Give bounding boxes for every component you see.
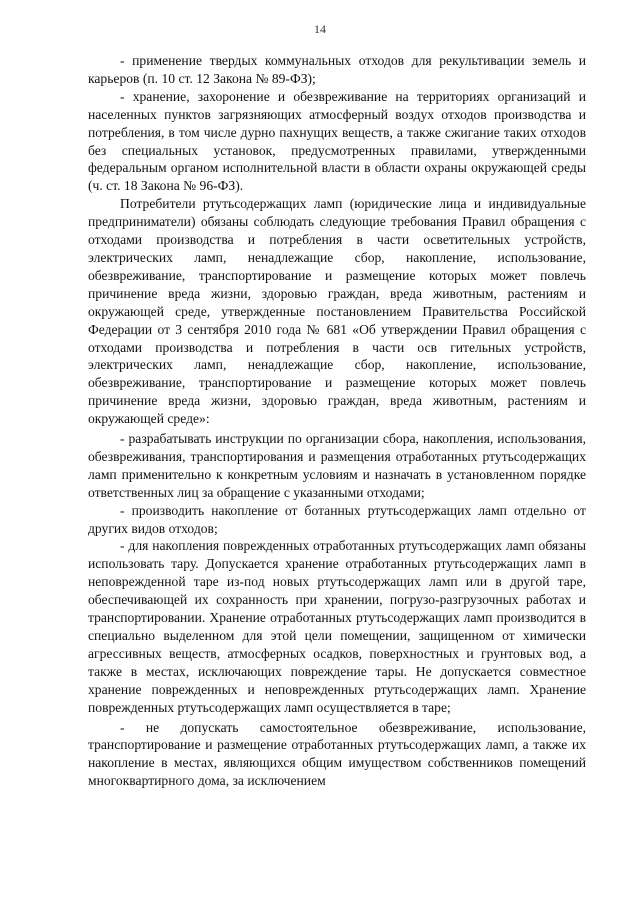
paragraph-separate-accumulation: - производить накопление от ботанных ртутьсодержащих ламп отдельно от других видов отходов; bbox=[88, 502, 586, 536]
paragraph-instructions: - разрабатывать инструкции по организации сбора, накопления, использования, обезвреживания, транспортирования и размещения отработанных ртутьсодержащих ламп применительно к конкретным условиям и назначать в установленном порядке ответственных лиц за обращение с указанными отходами; bbox=[88, 431, 586, 500]
paragraph-self-neutralization: - не допускать самостоятельное обезвреживание, использование, транспортирование и размещение отработанных ртутьсодержащих ламп, а также их накопление в местах, являющихся общим имуществом собственников помещений многоквартирного дома, за исключением bbox=[88, 719, 586, 789]
paragraph-storage-burial: - хранение, захоронение и обезвреживание на территориях организаций и населенных пунктов загрязняющих атмосферный воздух отходов производства и потребления, в том числе дурно пахнущих веществ, а также сжигание таких отходов без специальных установок, предусмотренных правилами, утвержденными федеральным органом исполнительной власти в области охраны окружающей среды (ч. ст. 18 Закона № 96-ФЗ). bbox=[88, 88, 586, 194]
document-body bbox=[88, 52, 586, 790]
paragraph-lamp-consumers: Потребители ртутьсодержащих ламп (юридические лица и индивидуальные предприниматели) обязаны соблюдать следующие требования Правил обращения с отходами производства и потребления в части осветительных устройств, электрических ламп, ненадлежащие сбор, накопление, использование, обезвреживание, транспортирование и размещение которых может повлечь причинение вреда жизни, здоровью граждан, вреда животным, растениям и окружающей среде, утвержденные постановлением Правительства Российской Федерации от 3 сентября 2010 года № 681 «Об утверждении Правил обращения с отходами производства и потребления в части осв гительных устройств, электрических ламп, ненадлежащие сбор, накопление, использование, обезвреживание, транспортирование и размещение которых может повлечь причинение вреда жизни, здоровью граждан, вреда животным, растениям и окружающей среде»: bbox=[88, 196, 586, 427]
paragraph-damaged-lamps: - для накопления поврежденных отработанных ртутьсодержащих ламп обязаны использовать тару. Допускается хранение отработанных ртутьсодержащих ламп в неповрежденной таре из-под новых ртутьсодержащих ламп или в другой таре, обеспечивающей их сохранность при хранении, погрузо-разгрузочных работах и транспортировании. Хранение отработанных ртутьсодержащих ламп производится в специально выделенном для этой цели помещении, защищенном от химически агрессивных веществ, атмосферных осадков, поверхностных и грунтовых вод, а также в местах, исключающих повреждение тары. Не допускается совместное хранение поврежденных и неповрежденных ртутьсодержащих ламп. Хранение поврежденных ртутьсодержащих ламп осуществляется в таре; bbox=[88, 538, 586, 715]
paragraph-recultivation: - применение твердых коммунальных отходов для рекультивации земель и карьеров (п. 10 ст. 12 Закона № 89-ФЗ); bbox=[88, 53, 586, 86]
page-number: 14 bbox=[314, 22, 326, 36]
